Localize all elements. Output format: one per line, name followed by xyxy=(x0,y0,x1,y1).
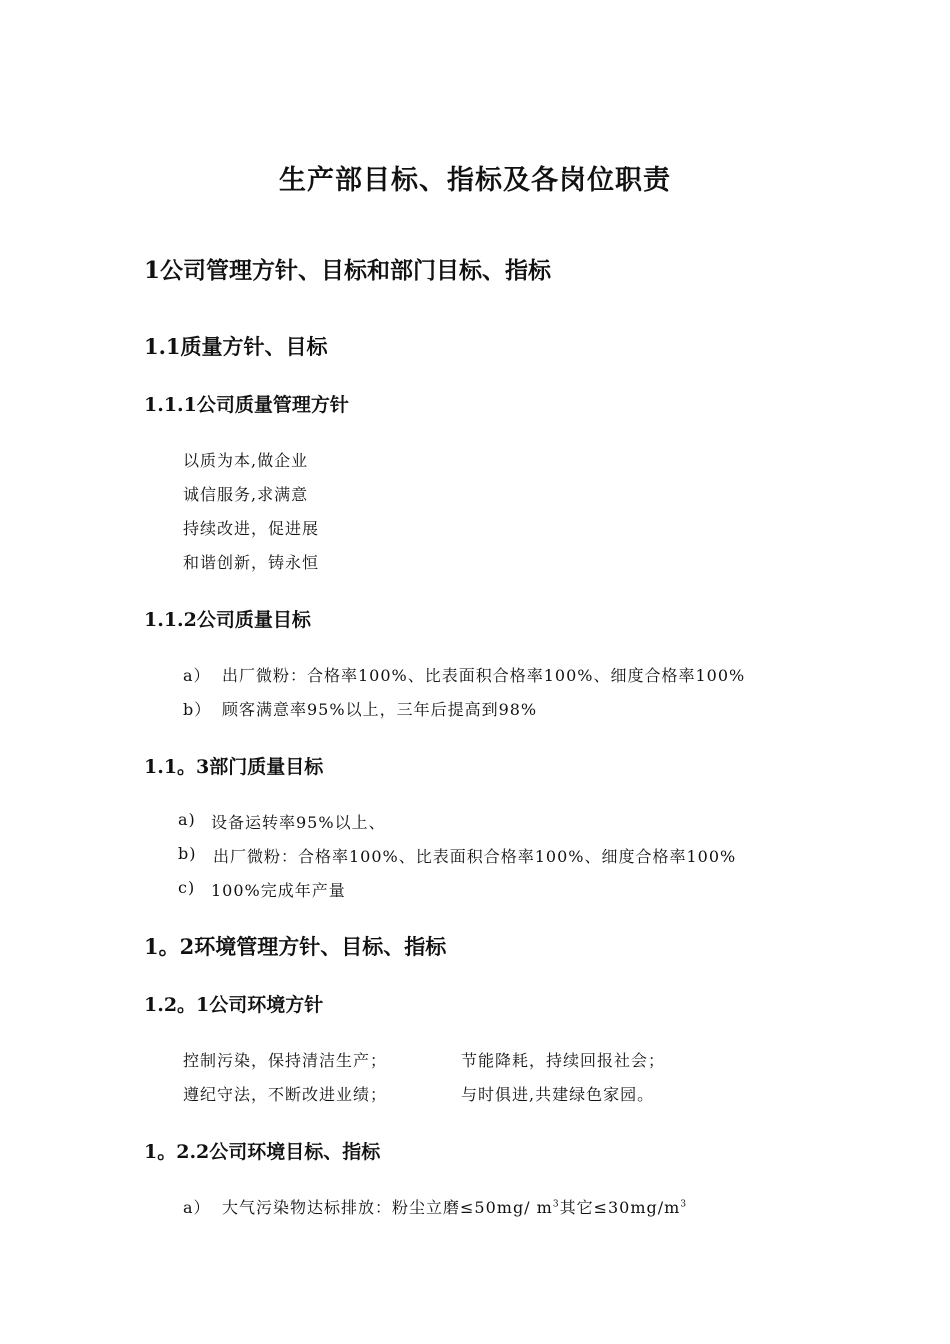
list-marker: a） xyxy=(183,666,211,685)
list-marker: a) xyxy=(178,810,196,829)
section-1-1-1-heading: 1.1.1公司质量管理方针 xyxy=(144,394,349,416)
list-marker: b) xyxy=(178,844,197,863)
policy-line: 持续改进，促进展 xyxy=(183,519,320,538)
section-1-2-2-heading: 1。2.2公司环境目标、指标 xyxy=(144,1141,381,1163)
env-policy-left: 控制污染，保持清洁生产； xyxy=(183,1051,388,1070)
list-item-text: 顾客满意率95%以上，三年后提高到98% xyxy=(222,700,538,719)
section-1-2-heading: 1。2环境管理方针、目标、指标 xyxy=(144,934,447,959)
list-item-text: 出厂微粉：合格率100%、比表面积合格率100%、细度合格率100% xyxy=(213,847,737,866)
section-1-heading: 1公司管理方针、目标和部门目标、指标 xyxy=(144,257,552,284)
list-marker: c) xyxy=(178,878,196,897)
list-marker: a） xyxy=(183,1198,211,1217)
policy-line: 诚信服务,求满意 xyxy=(183,485,309,504)
emission-text-part2: 其它≤30mg/m xyxy=(559,1198,681,1217)
superscript: 3 xyxy=(552,1199,560,1210)
env-policy-right: 与时俱进,共建绿色家园。 xyxy=(461,1085,655,1104)
policy-line: 以质为本,做企业 xyxy=(183,451,309,470)
list-item-text: 设备运转率95%以上、 xyxy=(211,813,386,832)
list-marker: b） xyxy=(183,700,212,719)
section-1-1-2-heading: 1.1.2公司质量目标 xyxy=(144,609,311,631)
document-title: 生产部目标、指标及各岗位职责 xyxy=(279,165,671,196)
section-1-1-3-heading: 1.1。3部门质量目标 xyxy=(144,756,324,778)
list-item-text xyxy=(222,1195,687,1218)
policy-line: 和谐创新，铸永恒 xyxy=(183,553,320,572)
env-policy-right: 节能降耗，持续回报社会； xyxy=(461,1051,666,1070)
emission-text-part1: 大气污染物达标排放：粉尘立磨≤50mg/ m xyxy=(222,1198,553,1217)
section-1-2-1-heading: 1.2。1公司环境方针 xyxy=(144,994,324,1016)
superscript: 3 xyxy=(680,1199,688,1210)
section-1-1-heading: 1.1质量方针、目标 xyxy=(144,334,328,359)
list-item-text: 100%完成年产量 xyxy=(211,881,346,900)
env-policy-left: 遵纪守法，不断改进业绩； xyxy=(183,1085,388,1104)
list-item-text: 出厂微粉：合格率100%、比表面积合格率100%、细度合格率100% xyxy=(222,666,746,685)
